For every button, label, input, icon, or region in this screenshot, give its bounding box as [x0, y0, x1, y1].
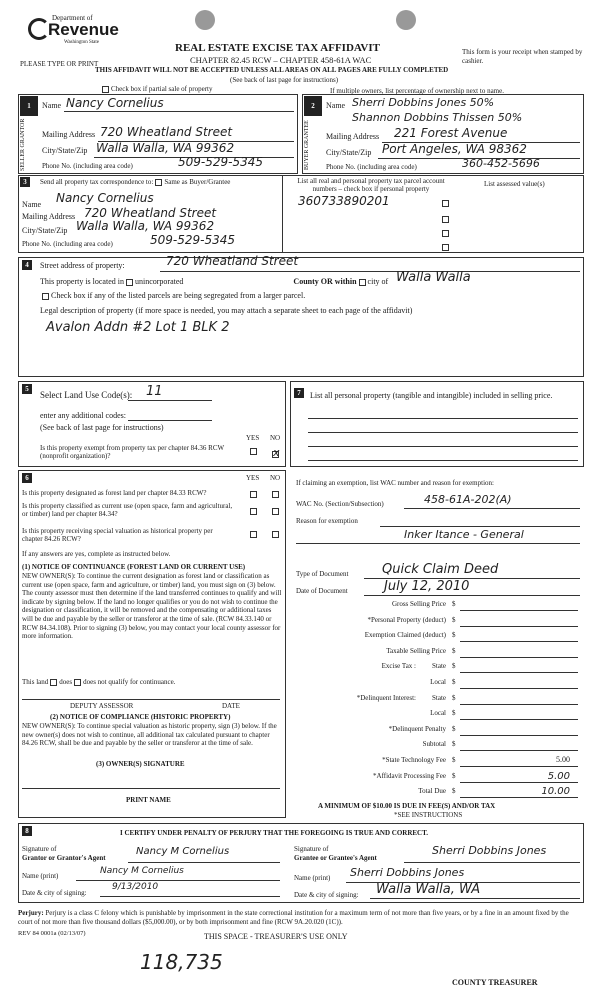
notice1-title: (1) NOTICE OF CONTINUANCE (FOREST LAND OR CURRENT USE): [22, 563, 246, 571]
corr-phone-label: Phone No. (including area code): [22, 240, 113, 248]
grantee-signature[interactable]: Sherri Dobbins Jones: [432, 844, 547, 857]
parcel-checkbox-3[interactable]: [442, 230, 449, 237]
dollar-sign: $: [452, 740, 456, 749]
buyer-city[interactable]: Port Angeles, WA 98362: [382, 142, 527, 156]
land-use-see-back: (See back of last page for instructions): [40, 423, 164, 432]
this-land-row: This land does does not qualify for continuance.: [22, 678, 176, 686]
perjury-note: Perjury: Perjury is a class C felony which is punishable by imprisonment in the state correctional institution for a maximum term of not more than five years, or by a fine in an amount fixed by the court of not more than five thousand dollars ($5,000.00), or by both imprisonment and fine (RCW 9A.20.020 (1C)).: [18, 909, 569, 926]
fee-label: Taxable Selling Price: [386, 646, 446, 655]
punch-hole-right: [396, 10, 416, 30]
notice1-text: NEW OWNER(S): To continue the current designation as forest land or classification as current use (open space, farm and agriculture, or timber) land, you must sign on (3) below. The county assessor must then determine if the land transferred continues to qualify and will indicate by signing below. If the land no longer qualifies or you do not wish to continue the designation or classification, it will be removed and the compensating or additional taxes will be due and payable by the seller or transferor at the time of sale. (RCW 84.33.140 or RCW 84.34.108). Prior to signing (3) below, you may contact your local county assessor for more information.: [22, 572, 282, 641]
fee-row: [296, 631, 580, 643]
deputy-assessor: DEPUTY ASSESSOR: [70, 702, 134, 710]
corr-city-label: City/State/Zip: [22, 226, 68, 235]
correspondence-label: Send all property tax correspondence to: Same as Buyer/Grantee: [40, 178, 231, 186]
form-warning: THIS AFFIDAVIT WILL NOT BE ACCEPTED UNLESS ALL AREAS ON ALL PAGES ARE FULLY COMPLETED: [95, 66, 449, 74]
seller-name[interactable]: Nancy Cornelius: [66, 96, 164, 110]
buyer-addr[interactable]: 221 Forest Avenue: [394, 126, 508, 140]
legal-label: Legal description of property (if more space is needed, you may attach a separate sheet to each page of the affidavit): [40, 306, 413, 315]
corr-phone[interactable]: 509-529-5345: [150, 233, 236, 247]
q2-yes[interactable]: [250, 508, 257, 515]
buyer-city-label: City/State/Zip: [326, 148, 372, 157]
buyer-name-1[interactable]: Sherri Dobbins Jones 50%: [352, 96, 495, 109]
q2: Is this property classified as current use (open space, farm and agricultural, or timber) land per chapter 84.34?: [22, 502, 233, 518]
fee-label: *Personal Property (deduct): [367, 615, 446, 624]
fee-note-2: *SEE INSTRUCTIONS: [394, 811, 463, 819]
legal-description[interactable]: Avalon Addn #2 Lot 1 BLK 2: [46, 320, 230, 335]
fee-value[interactable]: 10.00: [541, 786, 570, 798]
buyer-phone-label: Phone No. (including area code): [326, 163, 417, 171]
cert-title: I CERTIFY UNDER PENALTY OF PERJURY THAT THE FOREGOING IS TRUE AND CORRECT.: [120, 829, 429, 837]
fee-row: [296, 694, 580, 706]
fee-label: *Delinquent Penalty: [388, 724, 446, 733]
fee-state: State: [432, 693, 446, 702]
corr-addr[interactable]: 720 Wheatland Street: [84, 206, 217, 220]
corr-city[interactable]: Walla Walla, WA 99362: [76, 219, 215, 233]
does-not-checkbox[interactable]: [74, 679, 81, 686]
partial-sale-checkbox[interactable]: [102, 86, 109, 93]
exemption-label: If claiming an exemption, list WAC number and reason for exemption:: [296, 479, 494, 487]
additional-codes: enter any additional codes:: [40, 411, 126, 420]
type-or-print: PLEASE TYPE OR PRINT: [20, 60, 99, 68]
fee-row: [296, 740, 580, 752]
wac-number[interactable]: 458-61A-202(A): [424, 493, 512, 506]
receipt-note: This form is your receipt when stamped by cashier.: [462, 48, 583, 65]
section-2-number: 2: [304, 96, 322, 116]
dollar-sign: $: [452, 756, 456, 764]
county-treasurer: COUNTY TREASURER: [452, 978, 538, 987]
dollar-sign: $: [452, 631, 456, 640]
parcel-checkbox-4[interactable]: [442, 244, 449, 251]
dollar-sign: $: [452, 646, 456, 655]
q1: Is this property designated as forest land per chapter 84.33 RCW?: [22, 489, 207, 497]
unincorporated-checkbox[interactable]: [126, 279, 133, 286]
section-3-number: 3: [20, 177, 30, 187]
section-1-number: 1: [20, 96, 38, 116]
buyer-name-2[interactable]: Shannon Dobbins Thissen 50%: [352, 111, 523, 124]
segregated-row: Check box if any of the listed parcels are being segregated from a larger parcel.: [40, 291, 305, 300]
multiple-owners-note: If multiple owners, list percentage of ownership next to name.: [330, 87, 504, 95]
fee-row: [296, 787, 580, 799]
partial-sale: Check box if partial sale of property: [100, 85, 212, 93]
located-row: This property is located in unincorporated County OR within city of: [40, 277, 389, 286]
property-street[interactable]: 720 Wheatland Street: [166, 254, 299, 268]
fee-value[interactable]: 5.00: [547, 770, 570, 782]
fee-label: *Delinquent Interest:: [356, 693, 416, 702]
doc-type-label: Type of Document: [296, 570, 349, 578]
fee-state: State: [432, 662, 446, 671]
exempt-question: Is this property exempt from property tax per chapter 84.36 RCW (nonprofit organization)?: [40, 444, 224, 460]
dollar-sign: $: [452, 771, 456, 780]
grantor-date[interactable]: 9/13/2010: [112, 882, 159, 892]
notice2-text: NEW OWNER(S): To continue special valuation as historic property, sign (3) below. If the new owner(s) does not wish to continue, all additional tax calculated pursuant to chapter 84.26 RCW, shall be due and payable by the seller or transferor at the time of sale.: [22, 722, 277, 748]
deputy-date: DATE: [222, 702, 240, 710]
q1-yes[interactable]: [250, 491, 257, 498]
does-checkbox[interactable]: [50, 679, 57, 686]
fee-row: [296, 725, 580, 737]
dollar-sign: $: [452, 615, 456, 624]
fee-row: [296, 756, 580, 768]
section-6-number: 6: [22, 473, 32, 483]
buyer-name-label: Name: [326, 101, 346, 110]
form-title: REAL ESTATE EXCISE TAX AFFIDAVIT: [175, 42, 380, 54]
property-city[interactable]: Walla Walla: [396, 270, 471, 285]
dollar-sign: $: [452, 693, 456, 702]
fee-state: Local: [430, 709, 446, 718]
q2-no[interactable]: [272, 508, 279, 515]
seller-phone[interactable]: 509-529-5345: [178, 155, 264, 169]
dollar-sign: $: [452, 678, 456, 686]
grantor-print[interactable]: Nancy M Cornelius: [100, 866, 184, 876]
wac-label: WAC No. (Section/Subsection): [296, 500, 384, 508]
personal-label: List all personal property (tangible and intangible) included in selling price.: [310, 391, 553, 400]
section-8-number: 8: [22, 826, 32, 836]
section-5-number: 5: [22, 384, 32, 394]
doc-date-label: Date of Document: [296, 587, 348, 595]
dollar-sign: $: [452, 709, 456, 718]
fee-label: Subtotal: [422, 740, 446, 749]
buyer-phone[interactable]: 360-452-5696: [462, 157, 540, 170]
dollar-sign: $: [452, 600, 456, 608]
q3-yes[interactable]: [250, 531, 257, 538]
same-as-buyer-checkbox[interactable]: [155, 179, 162, 186]
q3-no[interactable]: [272, 531, 279, 538]
treasurer-number: 118,735: [140, 950, 223, 974]
owners-signature-title: (3) OWNER(S) SIGNATURE: [96, 760, 185, 768]
corr-addr-label: Mailing Address: [22, 212, 76, 221]
fee-value[interactable]: 5.00: [556, 755, 570, 764]
if-yes: If any answers are yes, complete as instructed below.: [22, 550, 171, 558]
fee-row: [296, 600, 580, 612]
fee-label: *Affidavit Processing Fee: [373, 771, 446, 780]
section-7-number: 7: [294, 388, 304, 398]
dollar-sign: $: [452, 724, 456, 733]
land-use-code[interactable]: 11: [146, 384, 163, 399]
exempt-yes[interactable]: [250, 448, 257, 455]
seller-addr[interactable]: 720 Wheatland Street: [100, 125, 233, 139]
grantee-print[interactable]: Sherri Dobbins Jones: [350, 866, 465, 879]
doc-date[interactable]: July 12, 2010: [384, 579, 470, 594]
dollar-sign: $: [452, 662, 456, 671]
punch-hole-left: [195, 10, 215, 30]
grantor-signature[interactable]: Nancy M Cornelius: [136, 846, 230, 857]
seller-city-label: City/State/Zip: [42, 146, 88, 155]
city-checkbox[interactable]: [359, 279, 366, 286]
see-back: (See back of last page for instructions): [230, 76, 339, 84]
fee-row: [296, 647, 580, 659]
buyer-addr-label: Mailing Address: [326, 132, 380, 141]
parcel-checkbox-2[interactable]: [442, 216, 449, 223]
seller-side-label: SELLER GRANTOR: [20, 118, 26, 172]
fee-label: Gross Selling Price: [391, 600, 446, 608]
fee-label: Total Due: [418, 787, 446, 796]
property-section: [18, 257, 584, 377]
buyer-side-label: BUYER GRANTEE: [304, 120, 310, 170]
exemption-reason[interactable]: Inker Itance - General: [404, 528, 524, 541]
fee-row: [296, 772, 580, 784]
q3: Is this property receiving special valuation as historical property per chapter 84.26 RCW?: [22, 527, 213, 543]
fee-label: *State Technology Fee: [382, 756, 446, 764]
seller-name-label: Name: [42, 101, 62, 110]
dollar-sign: $: [452, 787, 456, 796]
corr-name-label: Name: [22, 200, 42, 209]
treasurer-use: THIS SPACE - TREASURER'S USE ONLY: [204, 932, 348, 941]
seller-addr-label: Mailing Address: [42, 130, 96, 139]
parcel-header: List all real and personal property tax parcel account numbers – check box if personal property: [297, 177, 445, 193]
fee-row: [296, 662, 580, 674]
grantee-city[interactable]: Walla Walla, WA: [376, 882, 481, 897]
fee-state: Local: [430, 678, 446, 686]
land-use-label: Select Land Use Code(s):: [40, 390, 133, 400]
assessed-header: List assessed value(s): [484, 180, 545, 188]
fee-row: [296, 678, 580, 690]
reason-label: Reason for exemption: [296, 517, 358, 525]
parcel-checkbox-1[interactable]: [442, 200, 449, 207]
form-subtitle: CHAPTER 82.45 RCW – CHAPTER 458-61A WAC: [190, 55, 372, 65]
segregated-checkbox[interactable]: [42, 293, 49, 300]
fee-label: Excise Tax :: [381, 662, 416, 671]
parcel-number[interactable]: 360733890201: [298, 194, 390, 208]
rev-number: REV 84 0001a (02/13/07): [18, 930, 86, 937]
fee-row: [296, 709, 580, 721]
fee-note-1: A MINIMUM OF $10.00 IS DUE IN FEE(S) AND/OR TAX: [318, 802, 496, 810]
q1-no[interactable]: [272, 491, 279, 498]
doc-type[interactable]: Quick Claim Deed: [382, 562, 499, 577]
seller-phone-label: Phone No. (including area code): [42, 162, 133, 170]
fee-row: [296, 616, 580, 628]
corr-name[interactable]: Nancy Cornelius: [56, 191, 154, 205]
street-label: Street address of property:: [40, 261, 125, 270]
fee-label: Exemption Claimed (deduct): [364, 631, 446, 640]
print-name-label: PRINT NAME: [126, 796, 171, 804]
seller-city[interactable]: Walla Walla, WA 99362: [96, 141, 235, 155]
notice2-title: (2) NOTICE OF COMPLIANCE (HISTORIC PROPERTY): [50, 713, 231, 721]
section-4-number: 4: [22, 260, 32, 270]
